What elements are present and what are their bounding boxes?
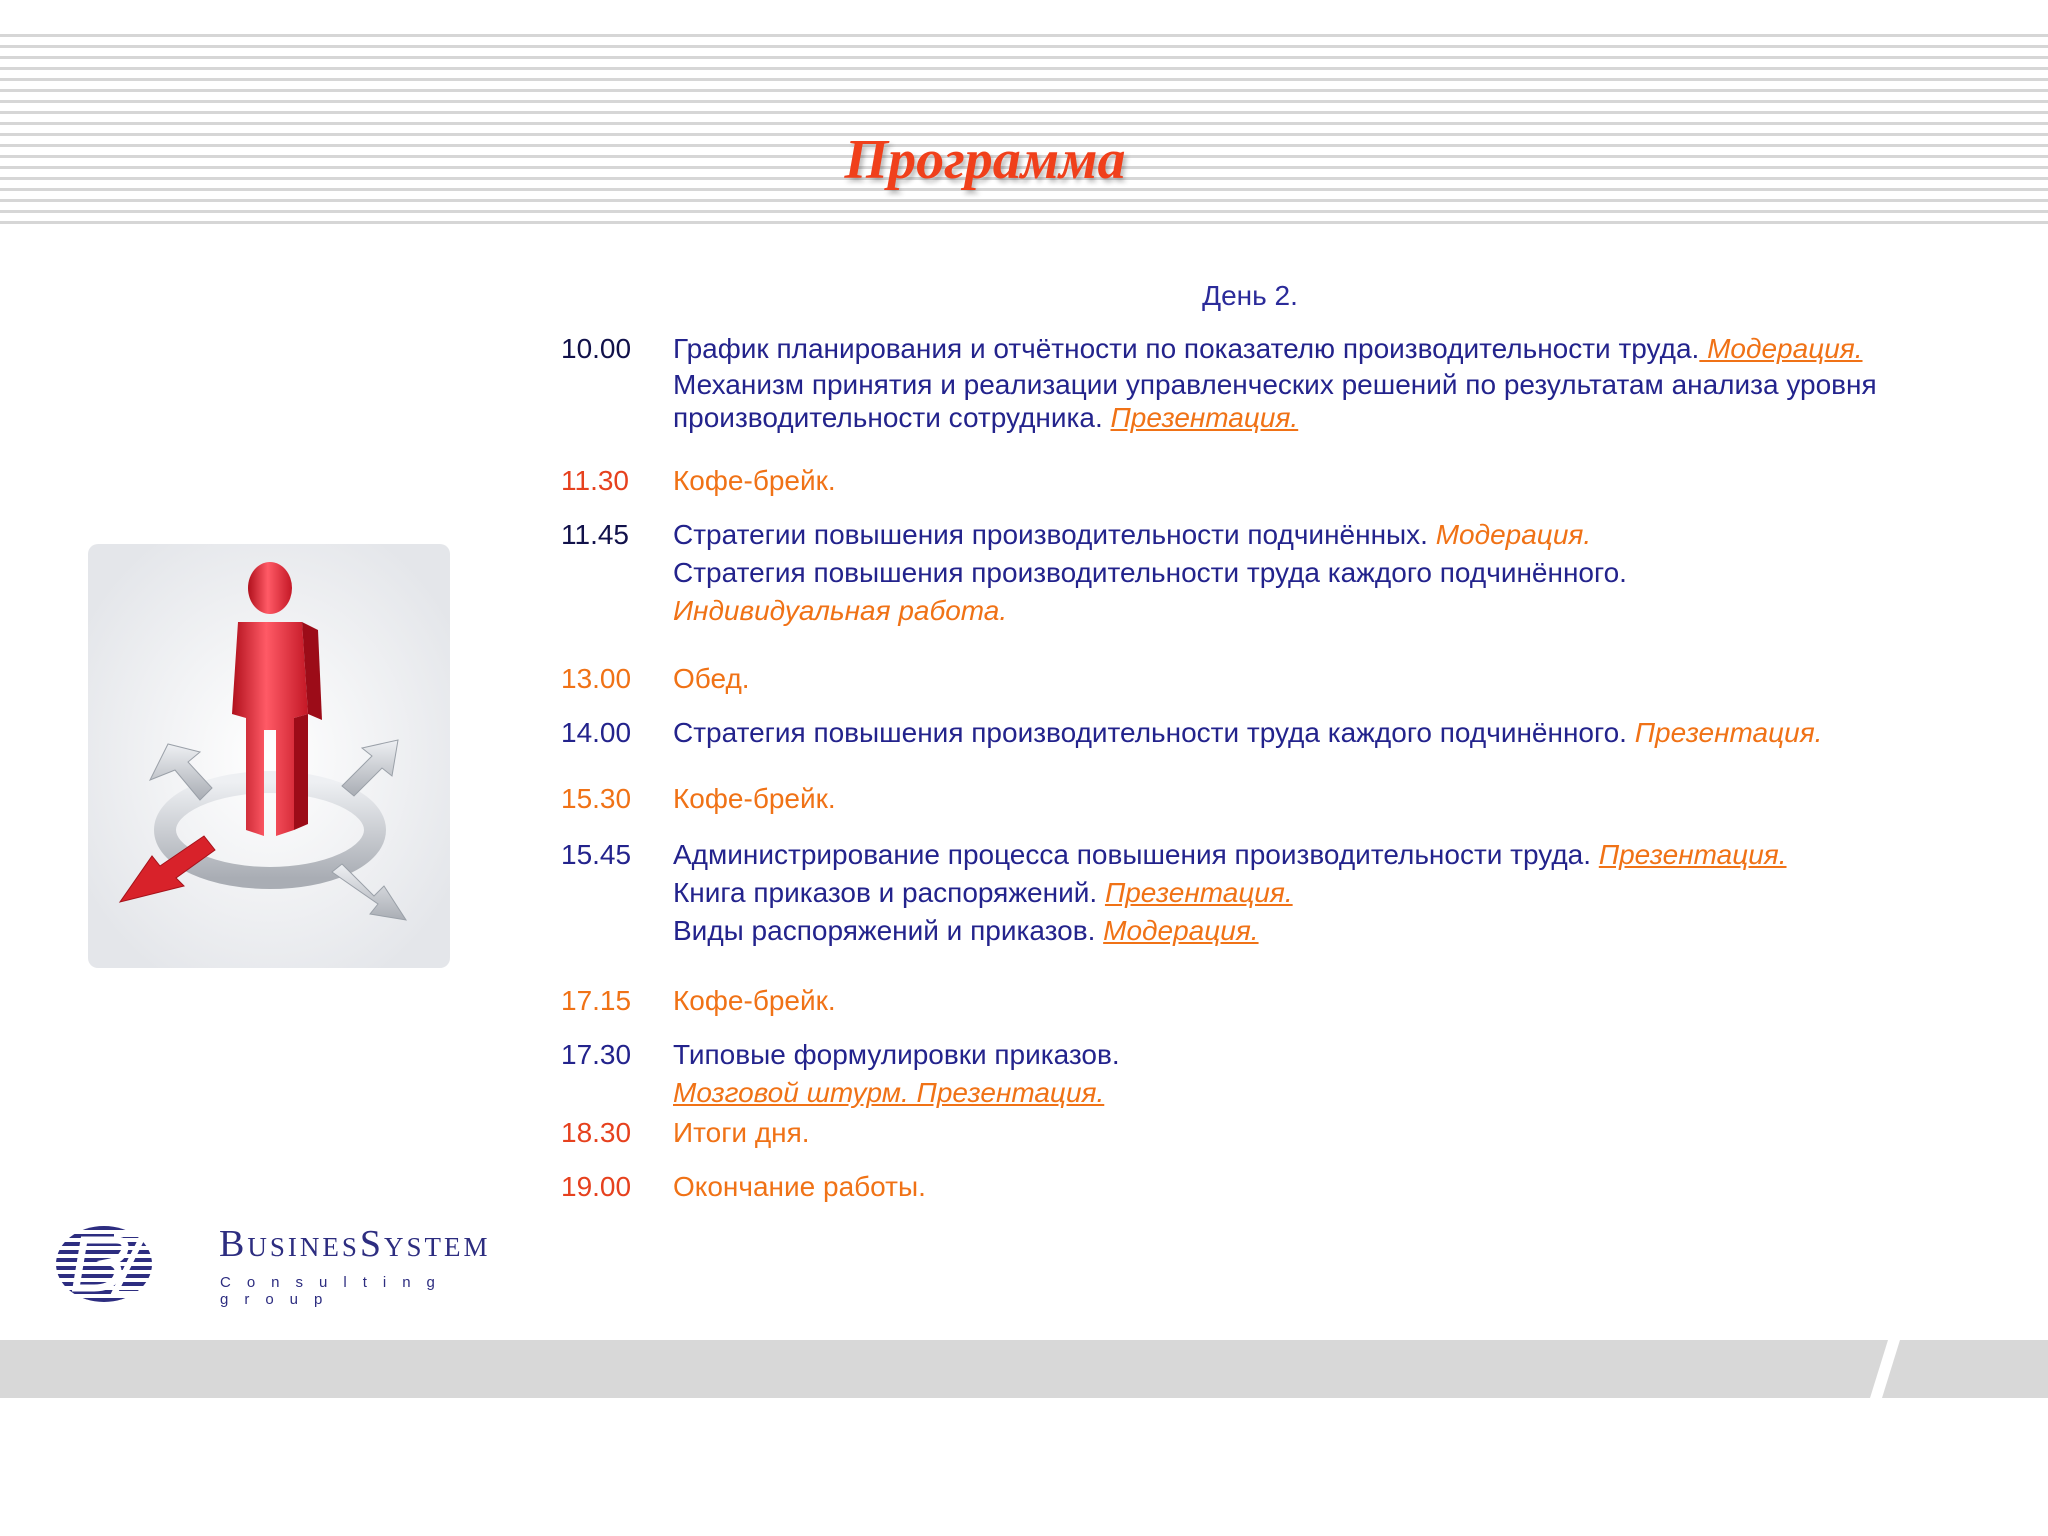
session-format-tag: Модерация. [1699,333,1863,364]
schedule-time: 13.00 [561,663,632,694]
schedule-line-text: Кофе-брейк. [673,783,836,814]
session-format-tag: Индивидуальная работа. [673,595,1008,626]
schedule-body [673,836,1993,950]
session-format-tag: Презентация. [1110,402,1299,433]
schedule-line-text: Типовые формулировки приказов. [673,1039,1120,1070]
schedule-line [673,330,1993,368]
schedule-body [673,1114,1993,1152]
schedule-time: 11.30 [561,465,629,496]
schedule-body [673,660,1993,698]
schedule-line [673,874,1993,912]
schedule-line [673,554,1993,592]
logo-emblem-icon [54,1218,204,1308]
schedule-time: 14.00 [561,717,632,748]
schedule-line-text: Администрирование процесса повышения производительности труда. [673,839,1599,870]
schedule-line [673,836,1993,874]
schedule-line [673,912,1993,950]
schedule-body [673,714,1993,752]
schedule-time: 11.45 [561,519,629,550]
session-format-tag: Мозговой штурм. Презентация. [673,1077,1105,1108]
schedule-line [673,1114,1993,1152]
logo-name: BusinesSystem [219,1223,491,1265]
schedule-line [673,660,1993,698]
schedule-line [673,368,1993,401]
schedule-line-text: Кофе-брейк. [673,465,836,496]
schedule-body [673,982,1993,1020]
schedule-line-text: Виды распоряжений и приказов. [673,915,1104,946]
schedule-line-text: Механизм принятия и реализации управленческих решений по результатам анализа уровня [673,369,1877,400]
schedule-line-text: Стратегия повышения производительности труда каждого подчинённого. [673,557,1627,588]
schedule-line [673,401,1993,434]
schedule-body [673,780,1993,818]
schedule-line [673,982,1993,1020]
session-format-tag: Презентация. [1598,839,1787,870]
schedule-line [673,1074,1993,1112]
schedule-line-text: производительности сотрудника. [673,402,1111,433]
schedule-time: 18.30 [561,1117,632,1148]
schedule-line-text: Обед. [673,663,750,694]
schedule-line-text: Стратегия повышения производительности труда каждого подчинённого. [673,717,1635,748]
page-title: Программа [844,129,1126,191]
schedule-line [673,516,1993,554]
session-format-tag: Модерация. [1103,915,1259,946]
footer-slash-decoration [1870,1340,1900,1398]
schedule-body [673,1168,1993,1206]
schedule-line [673,780,1993,818]
schedule-line-text: Окончание работы. [673,1171,926,1202]
schedule-body [673,330,1993,434]
schedule-line-text: Стратегии повышения производительности подчинённых. [673,519,1436,550]
footer-band [0,1340,2048,1398]
session-format-tag: Модерация. [1435,519,1592,550]
person-arrows-illustration [80,530,460,980]
session-format-tag: Презентация. [1634,717,1823,748]
schedule-time: 15.30 [561,783,632,814]
schedule-time: 17.30 [561,1039,632,1070]
schedule-line-text: Книга приказов и распоряжений. [673,877,1105,908]
schedule-line-text: График планирования и отчётности по показателю производительности труда. [673,333,1700,364]
schedule-line-text: Кофе-брейк. [673,985,836,1016]
schedule-body [673,516,1993,630]
schedule-line [673,592,1993,630]
schedule-body [673,1036,1993,1112]
schedule-time: 10.00 [561,333,632,364]
session-format-tag: Презентация. [1104,877,1293,908]
schedule-time: 15.45 [561,839,632,870]
schedule-time: 19.00 [561,1171,632,1202]
schedule-line [673,462,1993,500]
schedule-body [673,462,1993,500]
day-heading: День 2. [1202,280,1298,311]
schedule-line [673,714,1993,752]
schedule-line [673,1036,1993,1074]
logo-tagline: Consulting group [220,1274,451,1308]
schedule-line [673,1168,1993,1206]
schedule-line-text: Итоги дня. [673,1117,810,1148]
schedule-time: 17.15 [561,985,632,1016]
company-logo [54,1218,504,1308]
